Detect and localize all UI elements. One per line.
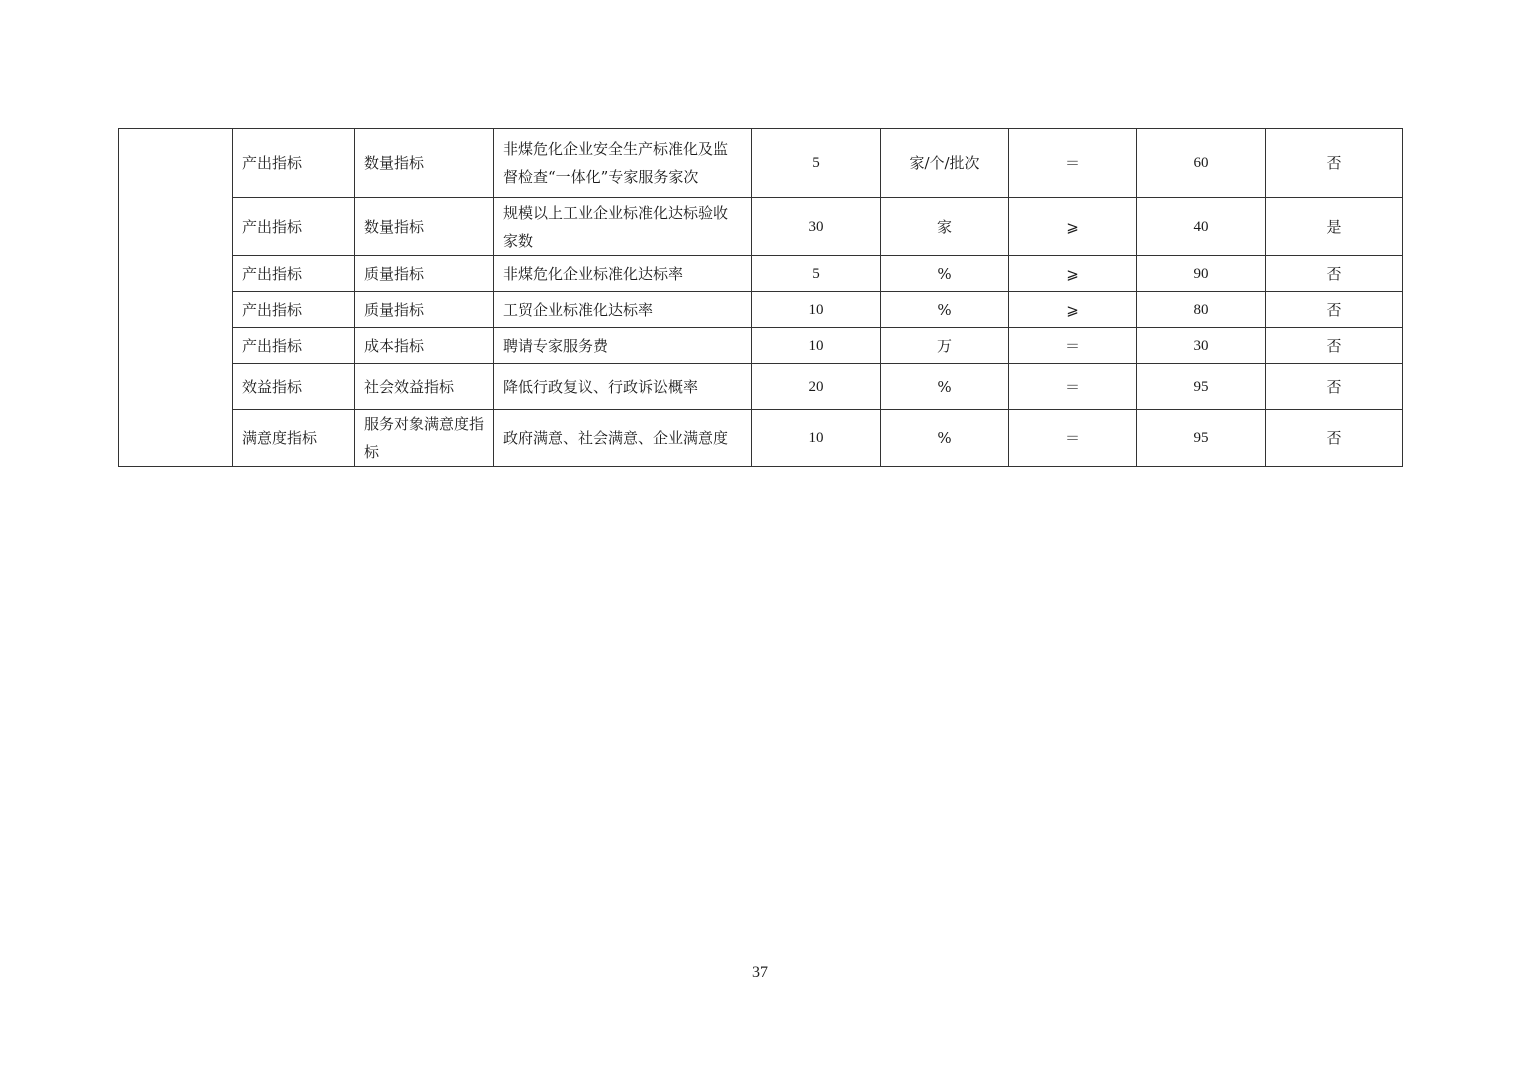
core-indicator-cell: 否 bbox=[1266, 256, 1403, 292]
table-row bbox=[119, 198, 1403, 256]
unit-cell: 家/个/批次 bbox=[881, 129, 1009, 198]
level2-indicator-cell: 成本指标 bbox=[355, 328, 494, 364]
operator-cell: ⩾ bbox=[1009, 292, 1137, 328]
target-value-cell: 80 bbox=[1137, 292, 1266, 328]
level2-indicator-cell: 数量指标 bbox=[355, 198, 494, 256]
weight-cell: 5 bbox=[752, 256, 881, 292]
unit-cell: 家 bbox=[881, 198, 1009, 256]
level2-indicator-cell: 服务对象满意度指标 bbox=[355, 410, 494, 467]
indicator-name-cell: 规模以上工业企业标准化达标验收家数 bbox=[494, 198, 752, 256]
weight-cell: 10 bbox=[752, 292, 881, 328]
indicator-name-cell: 非煤危化企业安全生产标准化及监督检查“一体化”专家服务家次 bbox=[494, 129, 752, 198]
weight-cell: 20 bbox=[752, 364, 881, 410]
unit-cell: 万 bbox=[881, 328, 1009, 364]
indicator-name-cell: 政府满意、社会满意、企业满意度 bbox=[494, 410, 752, 467]
weight-cell: 10 bbox=[752, 410, 881, 467]
level1-indicator-cell: 效益指标 bbox=[233, 364, 355, 410]
core-indicator-cell: 是 bbox=[1266, 198, 1403, 256]
page-number: 37 bbox=[752, 964, 768, 981]
performance-indicator-table bbox=[118, 128, 1403, 467]
operator-cell: ＝ bbox=[1009, 410, 1137, 467]
core-indicator-cell: 否 bbox=[1266, 129, 1403, 198]
unit-cell: % bbox=[881, 410, 1009, 467]
table-row bbox=[119, 328, 1403, 364]
table-row bbox=[119, 410, 1403, 467]
level2-indicator-cell: 质量指标 bbox=[355, 256, 494, 292]
weight-cell: 10 bbox=[752, 328, 881, 364]
operator-cell: ＝ bbox=[1009, 328, 1137, 364]
level2-indicator-cell: 社会效益指标 bbox=[355, 364, 494, 410]
level1-indicator-cell: 满意度指标 bbox=[233, 410, 355, 467]
level1-indicator-cell: 产出指标 bbox=[233, 256, 355, 292]
unit-cell: % bbox=[881, 292, 1009, 328]
core-indicator-cell: 否 bbox=[1266, 328, 1403, 364]
unit-cell: % bbox=[881, 364, 1009, 410]
weight-cell: 30 bbox=[752, 198, 881, 256]
indicator-name-cell: 降低行政复议、行政诉讼概率 bbox=[494, 364, 752, 410]
core-indicator-cell: 否 bbox=[1266, 292, 1403, 328]
level1-indicator-cell: 产出指标 bbox=[233, 129, 355, 198]
target-value-cell: 90 bbox=[1137, 256, 1266, 292]
table-row bbox=[119, 129, 1403, 198]
target-value-cell: 60 bbox=[1137, 129, 1266, 198]
target-value-cell: 95 bbox=[1137, 410, 1266, 467]
level2-indicator-cell: 数量指标 bbox=[355, 129, 494, 198]
indicator-name-cell: 聘请专家服务费 bbox=[494, 328, 752, 364]
operator-cell: ＝ bbox=[1009, 129, 1137, 198]
level1-indicator-cell: 产出指标 bbox=[233, 328, 355, 364]
operator-cell: ＝ bbox=[1009, 364, 1137, 410]
table-row bbox=[119, 364, 1403, 410]
core-indicator-cell: 否 bbox=[1266, 364, 1403, 410]
target-value-cell: 30 bbox=[1137, 328, 1266, 364]
operator-cell: ⩾ bbox=[1009, 198, 1137, 256]
level1-indicator-cell: 产出指标 bbox=[233, 292, 355, 328]
unit-cell: % bbox=[881, 256, 1009, 292]
table-row bbox=[119, 256, 1403, 292]
level1-indicator-cell: 产出指标 bbox=[233, 198, 355, 256]
level2-indicator-cell: 质量指标 bbox=[355, 292, 494, 328]
merged-blank-cell bbox=[119, 129, 233, 467]
core-indicator-cell: 否 bbox=[1266, 410, 1403, 467]
table-row bbox=[119, 292, 1403, 328]
target-value-cell: 40 bbox=[1137, 198, 1266, 256]
weight-cell: 5 bbox=[752, 129, 881, 198]
indicator-name-cell: 工贸企业标准化达标率 bbox=[494, 292, 752, 328]
indicator-name-cell: 非煤危化企业标准化达标率 bbox=[494, 256, 752, 292]
target-value-cell: 95 bbox=[1137, 364, 1266, 410]
operator-cell: ⩾ bbox=[1009, 256, 1137, 292]
